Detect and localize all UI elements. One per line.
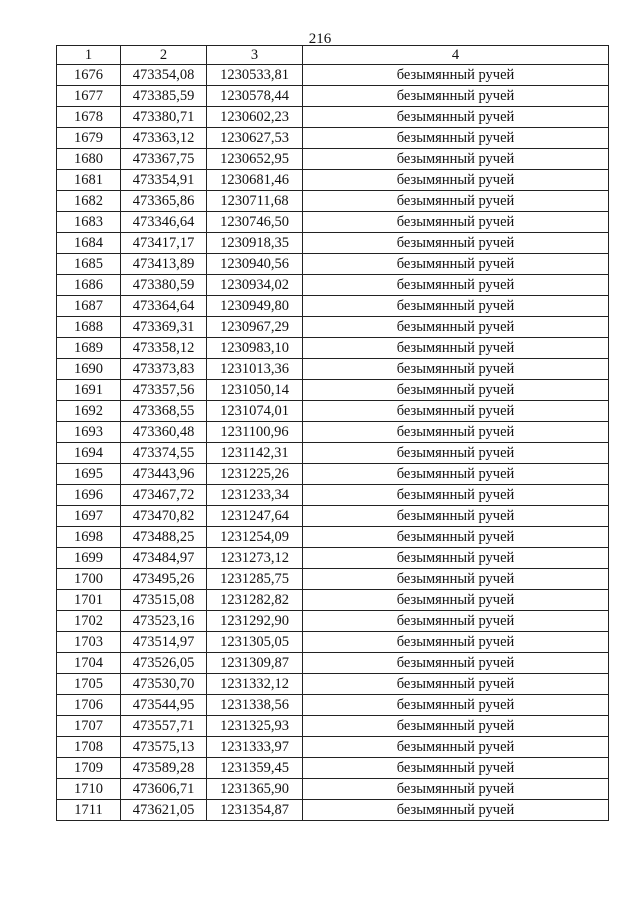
table-row — [57, 464, 609, 485]
description-cell: безымянный ручей — [303, 275, 609, 296]
table-row — [57, 737, 609, 758]
y-coordinate-cell: 1230652,95 — [207, 149, 303, 170]
description-cell: безымянный ручей — [303, 65, 609, 86]
point-number-cell: 1698 — [57, 527, 121, 548]
x-coordinate-cell: 473367,75 — [121, 149, 207, 170]
description-cell: безымянный ручей — [303, 632, 609, 653]
y-coordinate-cell: 1231247,64 — [207, 506, 303, 527]
y-coordinate-cell: 1231074,01 — [207, 401, 303, 422]
table-row — [57, 233, 609, 254]
point-number-cell: 1689 — [57, 338, 121, 359]
point-number-cell: 1694 — [57, 443, 121, 464]
y-coordinate-cell: 1230940,56 — [207, 254, 303, 275]
x-coordinate-cell: 473357,56 — [121, 380, 207, 401]
table-row — [57, 800, 609, 821]
table-row — [57, 632, 609, 653]
y-coordinate-cell: 1230918,35 — [207, 233, 303, 254]
x-coordinate-cell: 473589,28 — [121, 758, 207, 779]
table-row — [57, 86, 609, 107]
point-number-cell: 1684 — [57, 233, 121, 254]
y-coordinate-cell: 1231254,09 — [207, 527, 303, 548]
description-cell: безымянный ручей — [303, 464, 609, 485]
x-coordinate-cell: 473354,08 — [121, 65, 207, 86]
point-number-cell: 1676 — [57, 65, 121, 86]
description-cell: безымянный ручей — [303, 653, 609, 674]
y-coordinate-cell: 1231359,45 — [207, 758, 303, 779]
x-coordinate-cell: 473417,17 — [121, 233, 207, 254]
table-row — [57, 128, 609, 149]
y-coordinate-cell: 1231292,90 — [207, 611, 303, 632]
x-coordinate-cell: 473360,48 — [121, 422, 207, 443]
x-coordinate-cell: 473373,83 — [121, 359, 207, 380]
table-row — [57, 275, 609, 296]
x-coordinate-cell: 473354,91 — [121, 170, 207, 191]
y-coordinate-cell: 1231309,87 — [207, 653, 303, 674]
y-coordinate-cell: 1231333,97 — [207, 737, 303, 758]
table-row — [57, 674, 609, 695]
description-cell: безымянный ручей — [303, 548, 609, 569]
table-row — [57, 338, 609, 359]
table-row — [57, 191, 609, 212]
y-coordinate-cell: 1230533,81 — [207, 65, 303, 86]
x-coordinate-cell: 473358,12 — [121, 338, 207, 359]
y-coordinate-cell: 1231332,12 — [207, 674, 303, 695]
y-coordinate-cell: 1230711,68 — [207, 191, 303, 212]
table-row — [57, 317, 609, 338]
description-cell: безымянный ручей — [303, 212, 609, 233]
x-coordinate-cell: 473606,71 — [121, 779, 207, 800]
description-cell: безымянный ручей — [303, 170, 609, 191]
point-number-cell: 1693 — [57, 422, 121, 443]
description-cell: безымянный ручей — [303, 779, 609, 800]
description-cell: безымянный ручей — [303, 296, 609, 317]
table-row — [57, 485, 609, 506]
x-coordinate-cell: 473470,82 — [121, 506, 207, 527]
description-cell: безымянный ручей — [303, 758, 609, 779]
column-header-3: 3 — [207, 46, 303, 65]
y-coordinate-cell: 1231285,75 — [207, 569, 303, 590]
x-coordinate-cell: 473515,08 — [121, 590, 207, 611]
x-coordinate-cell: 473621,05 — [121, 800, 207, 821]
y-coordinate-cell: 1231338,56 — [207, 695, 303, 716]
description-cell: безымянный ручей — [303, 338, 609, 359]
coordinates-table — [56, 45, 609, 821]
description-cell: безымянный ручей — [303, 527, 609, 548]
table-row — [57, 569, 609, 590]
table-header-row — [57, 46, 609, 65]
x-coordinate-cell: 473374,55 — [121, 443, 207, 464]
x-coordinate-cell: 473523,16 — [121, 611, 207, 632]
y-coordinate-cell: 1230578,44 — [207, 86, 303, 107]
table-row — [57, 212, 609, 233]
description-cell: безымянный ручей — [303, 149, 609, 170]
table-row — [57, 527, 609, 548]
y-coordinate-cell: 1231354,87 — [207, 800, 303, 821]
point-number-cell: 1709 — [57, 758, 121, 779]
page-number: 216 — [308, 31, 332, 47]
description-cell: безымянный ручей — [303, 737, 609, 758]
description-cell: безымянный ручей — [303, 695, 609, 716]
point-number-cell: 1692 — [57, 401, 121, 422]
column-header-1: 1 — [57, 46, 121, 65]
y-coordinate-cell: 1231142,31 — [207, 443, 303, 464]
description-cell: безымянный ручей — [303, 233, 609, 254]
table-row — [57, 758, 609, 779]
x-coordinate-cell: 473575,13 — [121, 737, 207, 758]
point-number-cell: 1679 — [57, 128, 121, 149]
x-coordinate-cell: 473364,64 — [121, 296, 207, 317]
table-row — [57, 422, 609, 443]
table-row — [57, 65, 609, 86]
y-coordinate-cell: 1230746,50 — [207, 212, 303, 233]
point-number-cell: 1707 — [57, 716, 121, 737]
table-row — [57, 779, 609, 800]
table-row — [57, 401, 609, 422]
point-number-cell: 1691 — [57, 380, 121, 401]
x-coordinate-cell: 473495,26 — [121, 569, 207, 590]
y-coordinate-cell: 1231100,96 — [207, 422, 303, 443]
x-coordinate-cell: 473488,25 — [121, 527, 207, 548]
description-cell: безымянный ручей — [303, 443, 609, 464]
point-number-cell: 1681 — [57, 170, 121, 191]
column-header-4: 4 — [303, 46, 609, 65]
description-cell: безымянный ручей — [303, 86, 609, 107]
description-cell: безымянный ручей — [303, 590, 609, 611]
point-number-cell: 1702 — [57, 611, 121, 632]
x-coordinate-cell: 473557,71 — [121, 716, 207, 737]
point-number-cell: 1680 — [57, 149, 121, 170]
table-row — [57, 548, 609, 569]
point-number-cell: 1690 — [57, 359, 121, 380]
point-number-cell: 1685 — [57, 254, 121, 275]
point-number-cell: 1704 — [57, 653, 121, 674]
table-row — [57, 695, 609, 716]
y-coordinate-cell: 1231325,93 — [207, 716, 303, 737]
x-coordinate-cell: 473484,97 — [121, 548, 207, 569]
x-coordinate-cell: 473467,72 — [121, 485, 207, 506]
x-coordinate-cell: 473514,97 — [121, 632, 207, 653]
description-cell: безымянный ручей — [303, 611, 609, 632]
point-number-cell: 1700 — [57, 569, 121, 590]
point-number-cell: 1687 — [57, 296, 121, 317]
point-number-cell: 1701 — [57, 590, 121, 611]
point-number-cell: 1696 — [57, 485, 121, 506]
table-row — [57, 296, 609, 317]
y-coordinate-cell: 1230681,46 — [207, 170, 303, 191]
y-coordinate-cell: 1231282,82 — [207, 590, 303, 611]
y-coordinate-cell: 1230983,10 — [207, 338, 303, 359]
y-coordinate-cell: 1230949,80 — [207, 296, 303, 317]
table-row — [57, 653, 609, 674]
x-coordinate-cell: 473385,59 — [121, 86, 207, 107]
x-coordinate-cell: 473443,96 — [121, 464, 207, 485]
table-row — [57, 107, 609, 128]
table-body — [57, 65, 609, 821]
description-cell: безымянный ручей — [303, 800, 609, 821]
description-cell: безымянный ручей — [303, 128, 609, 149]
x-coordinate-cell: 473544,95 — [121, 695, 207, 716]
x-coordinate-cell: 473363,12 — [121, 128, 207, 149]
description-cell: безымянный ручей — [303, 674, 609, 695]
y-coordinate-cell: 1230967,29 — [207, 317, 303, 338]
description-cell: безымянный ручей — [303, 107, 609, 128]
y-coordinate-cell: 1230934,02 — [207, 275, 303, 296]
y-coordinate-cell: 1231233,34 — [207, 485, 303, 506]
point-number-cell: 1710 — [57, 779, 121, 800]
y-coordinate-cell: 1231365,90 — [207, 779, 303, 800]
y-coordinate-cell: 1230627,53 — [207, 128, 303, 149]
point-number-cell: 1706 — [57, 695, 121, 716]
description-cell: безымянный ручей — [303, 569, 609, 590]
description-cell: безымянный ручей — [303, 359, 609, 380]
table-row — [57, 611, 609, 632]
point-number-cell: 1688 — [57, 317, 121, 338]
point-number-cell: 1695 — [57, 464, 121, 485]
table-row — [57, 380, 609, 401]
table-row — [57, 170, 609, 191]
table-row — [57, 359, 609, 380]
y-coordinate-cell: 1231013,36 — [207, 359, 303, 380]
x-coordinate-cell: 473380,59 — [121, 275, 207, 296]
table-row — [57, 443, 609, 464]
point-number-cell: 1703 — [57, 632, 121, 653]
description-cell: безымянный ручей — [303, 380, 609, 401]
table-row — [57, 254, 609, 275]
point-number-cell: 1683 — [57, 212, 121, 233]
description-cell: безымянный ручей — [303, 317, 609, 338]
table-row — [57, 149, 609, 170]
x-coordinate-cell: 473380,71 — [121, 107, 207, 128]
point-number-cell: 1682 — [57, 191, 121, 212]
description-cell: безымянный ручей — [303, 716, 609, 737]
x-coordinate-cell: 473365,86 — [121, 191, 207, 212]
description-cell: безымянный ручей — [303, 191, 609, 212]
y-coordinate-cell: 1231273,12 — [207, 548, 303, 569]
table-row — [57, 590, 609, 611]
point-number-cell: 1677 — [57, 86, 121, 107]
description-cell: безымянный ручей — [303, 254, 609, 275]
y-coordinate-cell: 1231225,26 — [207, 464, 303, 485]
table-row — [57, 716, 609, 737]
table-row — [57, 506, 609, 527]
x-coordinate-cell: 473413,89 — [121, 254, 207, 275]
y-coordinate-cell: 1231305,05 — [207, 632, 303, 653]
y-coordinate-cell: 1230602,23 — [207, 107, 303, 128]
column-header-2: 2 — [121, 46, 207, 65]
description-cell: безымянный ручей — [303, 485, 609, 506]
x-coordinate-cell: 473369,31 — [121, 317, 207, 338]
x-coordinate-cell: 473346,64 — [121, 212, 207, 233]
point-number-cell: 1705 — [57, 674, 121, 695]
point-number-cell: 1711 — [57, 800, 121, 821]
point-number-cell: 1699 — [57, 548, 121, 569]
point-number-cell: 1678 — [57, 107, 121, 128]
y-coordinate-cell: 1231050,14 — [207, 380, 303, 401]
description-cell: безымянный ручей — [303, 506, 609, 527]
point-number-cell: 1697 — [57, 506, 121, 527]
point-number-cell: 1708 — [57, 737, 121, 758]
x-coordinate-cell: 473530,70 — [121, 674, 207, 695]
description-cell: безымянный ручей — [303, 401, 609, 422]
description-cell: безымянный ручей — [303, 422, 609, 443]
x-coordinate-cell: 473526,05 — [121, 653, 207, 674]
point-number-cell: 1686 — [57, 275, 121, 296]
x-coordinate-cell: 473368,55 — [121, 401, 207, 422]
